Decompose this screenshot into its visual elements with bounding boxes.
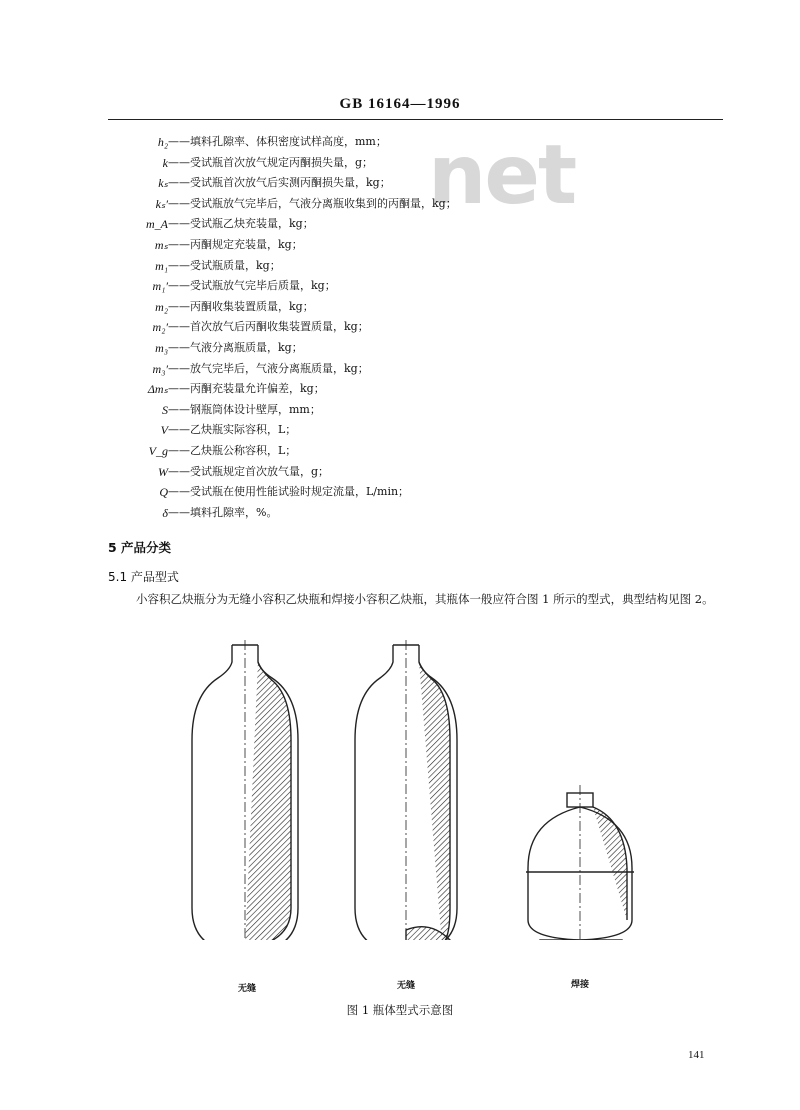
symbol-row: [0, 234, 800, 256]
symbol-term: m₂: [155, 299, 168, 314]
symbol-definition: ——受试瓶放气完毕后质量，kg；: [168, 279, 336, 293]
symbol-definition: ——填料孔隙率、体积密度试样高度，mm；: [168, 135, 387, 148]
symbol-definition: ——丙酮规定充装量，kg；: [168, 238, 303, 251]
symbol-definition: ——气液分离瓶质量，kg；: [168, 341, 303, 354]
symbol-row: [0, 399, 800, 421]
symbol-row: [0, 316, 800, 338]
seamless-cylinder-2-drawing: [355, 640, 457, 940]
symbol-row: [0, 152, 800, 174]
symbol-definition: ——丙酮收集装置质量，kg；: [168, 299, 314, 313]
symbol-definition: ——钢瓶筒体设计壁厚，mm；: [168, 402, 321, 416]
symbol-term: m_A: [146, 217, 168, 232]
cylinder-figure: [170, 640, 670, 940]
symbol-term: k: [162, 155, 168, 170]
symbol-term: δ: [162, 505, 168, 520]
symbol-term: V_g: [148, 444, 168, 458]
symbol-definition: ——乙炔瓶实际容积，L；: [168, 423, 297, 437]
symbol-definition: ——受试瓶规定首次放气量，g；: [168, 464, 330, 478]
symbol-term: kₛ: [158, 176, 168, 191]
welded-cylinder-drawing: [526, 785, 634, 940]
symbol-definition: ——放气完毕后，气液分离瓶质量，kg；: [168, 361, 369, 375]
symbol-row: [0, 193, 800, 215]
watermark: net: [428, 128, 576, 223]
symbol-term: m₃: [155, 341, 168, 355]
symbol-row: [0, 255, 800, 277]
page-number: 141: [688, 1049, 705, 1061]
symbol-row: [0, 213, 800, 235]
symbol-term: S: [162, 402, 168, 417]
symbol-definition: ——受试瓶乙炔充装量，kg；: [168, 217, 314, 231]
symbol-term: m₃′: [152, 361, 168, 376]
symbol-row: [0, 337, 800, 359]
symbol-definition: ——受试瓶首次放气后实测丙酮损失量，kg；: [168, 176, 391, 190]
symbol-definition: ——受试瓶放气完毕后，气液分离瓶收集到的丙酮量，kg；: [168, 196, 457, 210]
symbol-row: [0, 358, 800, 380]
symbol-definition: ——乙炔瓶公称容积，L；: [168, 444, 297, 457]
body-paragraph: 小容积乙炔瓶分为无缝小容积乙炔瓶和焊接小容积乙炔瓶，其瓶体一般应符合图 1 所示的型式，典型结构见图 2。: [136, 592, 714, 606]
subsection-title: 5.1 产品型式: [108, 570, 179, 584]
symbol-row: [0, 419, 800, 441]
figure-caption: 图 1 瓶体型式示意图: [346, 1003, 454, 1017]
symbol-definition: ——填料孔隙率，%。: [168, 505, 278, 519]
figure-label-seamless-2: 无缝: [397, 981, 416, 991]
symbol-term: m₁: [155, 258, 168, 273]
symbol-definition: ——受试瓶质量，kg；: [168, 258, 281, 272]
symbol-row: [0, 131, 800, 153]
figure-label-welded: 焊接: [571, 980, 590, 990]
symbol-definition: ——首次放气后丙酮收集装置质量，kg；: [168, 320, 369, 334]
symbol-term: kₛ′: [155, 196, 168, 211]
seamless-cylinder-1-drawing: [192, 640, 298, 940]
symbol-definition: ——受试瓶首次放气规定丙酮损失量，g；: [168, 155, 374, 169]
symbol-definition: ——丙酮充装量允许偏差，kg；: [168, 382, 325, 396]
symbol-row: [0, 440, 800, 462]
symbol-term: mₛ: [154, 238, 168, 252]
standard-header: GB 16164—1996: [339, 96, 461, 112]
symbol-row: [0, 502, 800, 524]
symbol-row: [0, 296, 800, 318]
symbol-row: [0, 172, 800, 194]
symbol-term: W: [158, 464, 168, 479]
symbol-term: h₂: [157, 135, 168, 149]
symbol-row: [0, 378, 800, 400]
symbol-term: Δmₛ: [147, 382, 168, 397]
figure-label-seamless-1: 无缝: [238, 984, 257, 994]
symbol-row: [0, 275, 800, 297]
section-title: 5 产品分类: [108, 540, 172, 555]
symbol-row: [0, 481, 800, 503]
symbol-definition: ——受试瓶在使用性能试验时规定流量，L/min；: [168, 485, 410, 499]
header-rule: [108, 119, 723, 120]
symbol-row: [0, 461, 800, 483]
symbol-term: m₂′: [152, 320, 168, 335]
symbol-term: Q: [159, 485, 168, 500]
symbol-term: V: [160, 423, 168, 438]
symbol-term: m₁′: [152, 279, 168, 294]
